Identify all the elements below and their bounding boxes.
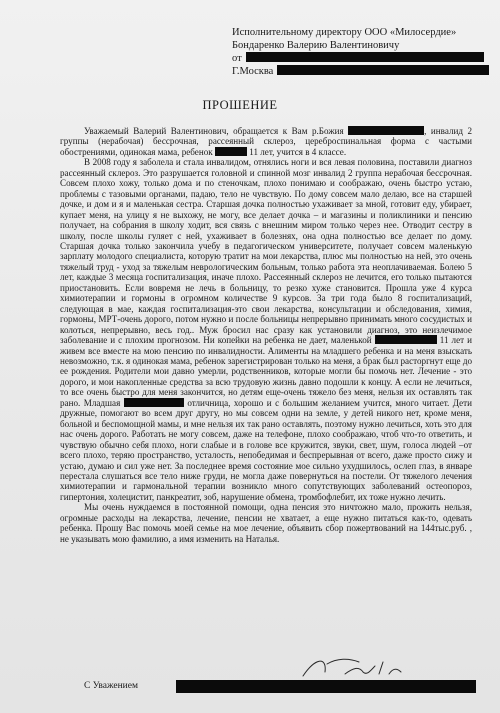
paragraph-intro [60,126,472,157]
redacted-child-name-3 [124,398,184,407]
redacted-address [277,65,489,75]
redacted-signature-name [176,680,476,693]
document-title-text: ПРОШЕНИЕ [202,98,278,112]
city-line [232,65,492,78]
sender-prefix: от [232,53,242,64]
paragraph-history [60,157,472,502]
intro-part-2: , инвалид 2 группы (нерабочая) бессрочная, рассеянный склероз, цереброспинальная форма с частыми обострениями, одинокая мама, ребенок [60,126,473,157]
redacted-sender-name [246,52,484,62]
city-label: Г.Москва [232,66,274,77]
history-part-1: В 2008 году я заболела и стала инвалидом, отнялись ноги и вся левая половина, поставили диагноз рассеянный склероз. Это разрушается головной и спинной мозг инвалид 2 группа нерабочая бессрочная. Совсем плохо хожу, только дома и по стеночкам, плохо понимаю и соображаю, очень быстро устаю, проблемы с тазовыми органами, падаю, тело не чувствую. По дому совсем мало делаю, все на старшей дочке, и дом и я и маленькая сестра. Старшая дочка полностью ухаживает за мной, готовит еду, убирает, купает меня, на улицу я не выхожу, не могу, все делает дочка – и магазины и поликлиники и пенсию получает, на собрания в школу ходит, вся связь с внешним миром только через нее. Отводит сестру в школу, после школы гуляет с ней, ухаживает в болезнях, она одна полностью все делает по дому. Старшая дочка только закончила учебу в педагогическом университете, получает совсем маленькую зарплату молодого специалиста, которую тратит на мои лекарства, плюс мы полностью на ней, это очень тяжелый труд - уход за тяжелым неврологическим больным, только работа эта неоплачиваемая. Болею 5 лет, каждые 3 месяца госпитализация, иначе плохо. Рассеянный склероз не лечится, его только пытаются приостановить. Если вовремя не лечь в больницу, то резко хуже становится. Прошла уже 4 курса химиотерапии и гормоны в огромном количестве 9 курсов. За три года было 8 госпитализаций, следующая в мае, каждая госпитализация-это свои лекарства, консультации и обследования, химия, гормоны, МРТ-очень дорого, потом нужно и после больницы непрерывно принимать много сосудистых и колоться, непрерывно, весь год.. Муж бросил нас сразу как установили диагноз, это неизлечимое заболевание и с плохим прогнозом. Ни копейки на ребенка не дает, маленькой [60,157,472,346]
intro-part-3: 11 лет, учится в 4 классе. [249,146,347,157]
redacted-child-name [215,147,247,156]
intro-part-1: Уважаемый Валерий Валентинович, обращается к Вам р.Божия [84,126,344,136]
closing-salutation: С Уважением [84,681,138,691]
redacted-name [348,126,424,135]
paragraph-request: Мы очень нуждаемся в постоянной помощи, одна пенсия это ничтожно мало, прожить нельзя, огромные расходы на лекарства, лечение, пенсии не хватает, а еще нужно питаться как-то, одевать ребенка. Прошу Вас помочь моей семье на мое лечение, объявить сбор пожертвований на 144тыс.руб. , не указывать мою фамилию, а имя изменить на Наталья. [60,502,472,544]
addressee-block [232,26,492,78]
handwritten-signature [297,654,417,682]
letter-body [60,126,472,544]
addressee-line-2: Бондаренко Валерию Валентиновичу [232,40,400,51]
document-title [0,98,500,113]
history-part-3: отличница, хорошо и с большим желанием учится, много читает. Дети дружные, помогают во всем друг другу, но мы совсем одни на земле, у детей никого нет, кроме меня, больной и беспомощной мамы, и мне нельзя их так рано оставлять, поэтому нужно лечиться, хоть это для нас очень дорого. Работать не могу совсем, даже на телефоне, плохо соображаю, чтоб что-то ответить, и чувствую обычно себя плохо, ноги слабые и в голове все кружится, звуки, свет, шум, голоса людей –от всего плохо, теряю пространство, усталость, непобедимая и беспрерывная от всего, даже просто сижу и устаю, думаю и сил уже нет. За последнее время состояние мое сильно ухудшилось, ослеп глаз, в январе перестала слушаться все тело ниже груди, не могла даже повернуться на постели. От тяжелого лечения химиотерапии и гармональной терапии возникло много сопутствующих заболеваний остеопороз, гипертония, холецистит, панкреатит, зоб, нарушение обмена, тромбофлебит, их тоже нужно лечить. [60,397,472,502]
sender-line [232,52,492,65]
addressee-line-1: Исполнительному директору ООО «Милосердие» [232,27,457,38]
history-part-2: 11 лет и живем все вместе на мою пенсию по инвалидности. Алименты на младшего ребенка и на меня взыскать невозможно, т.к. я одинокая мама, ребенок зарегистрирован только на меня, а брак был расторгнут еще до ее рождения. Родители мои давно умерли, родственников, которые могли бы помочь нет. Лечение - это дорого, и мои накопленные средства за всю трудовую жизнь давно подошли к концу. А если не лечиться, то все очень быстро для меня закончится, но детям еще-очень тяжело без меня, нельзя их оставлять так рано. Младшая [60,335,473,408]
redacted-child-name-2 [375,335,437,344]
